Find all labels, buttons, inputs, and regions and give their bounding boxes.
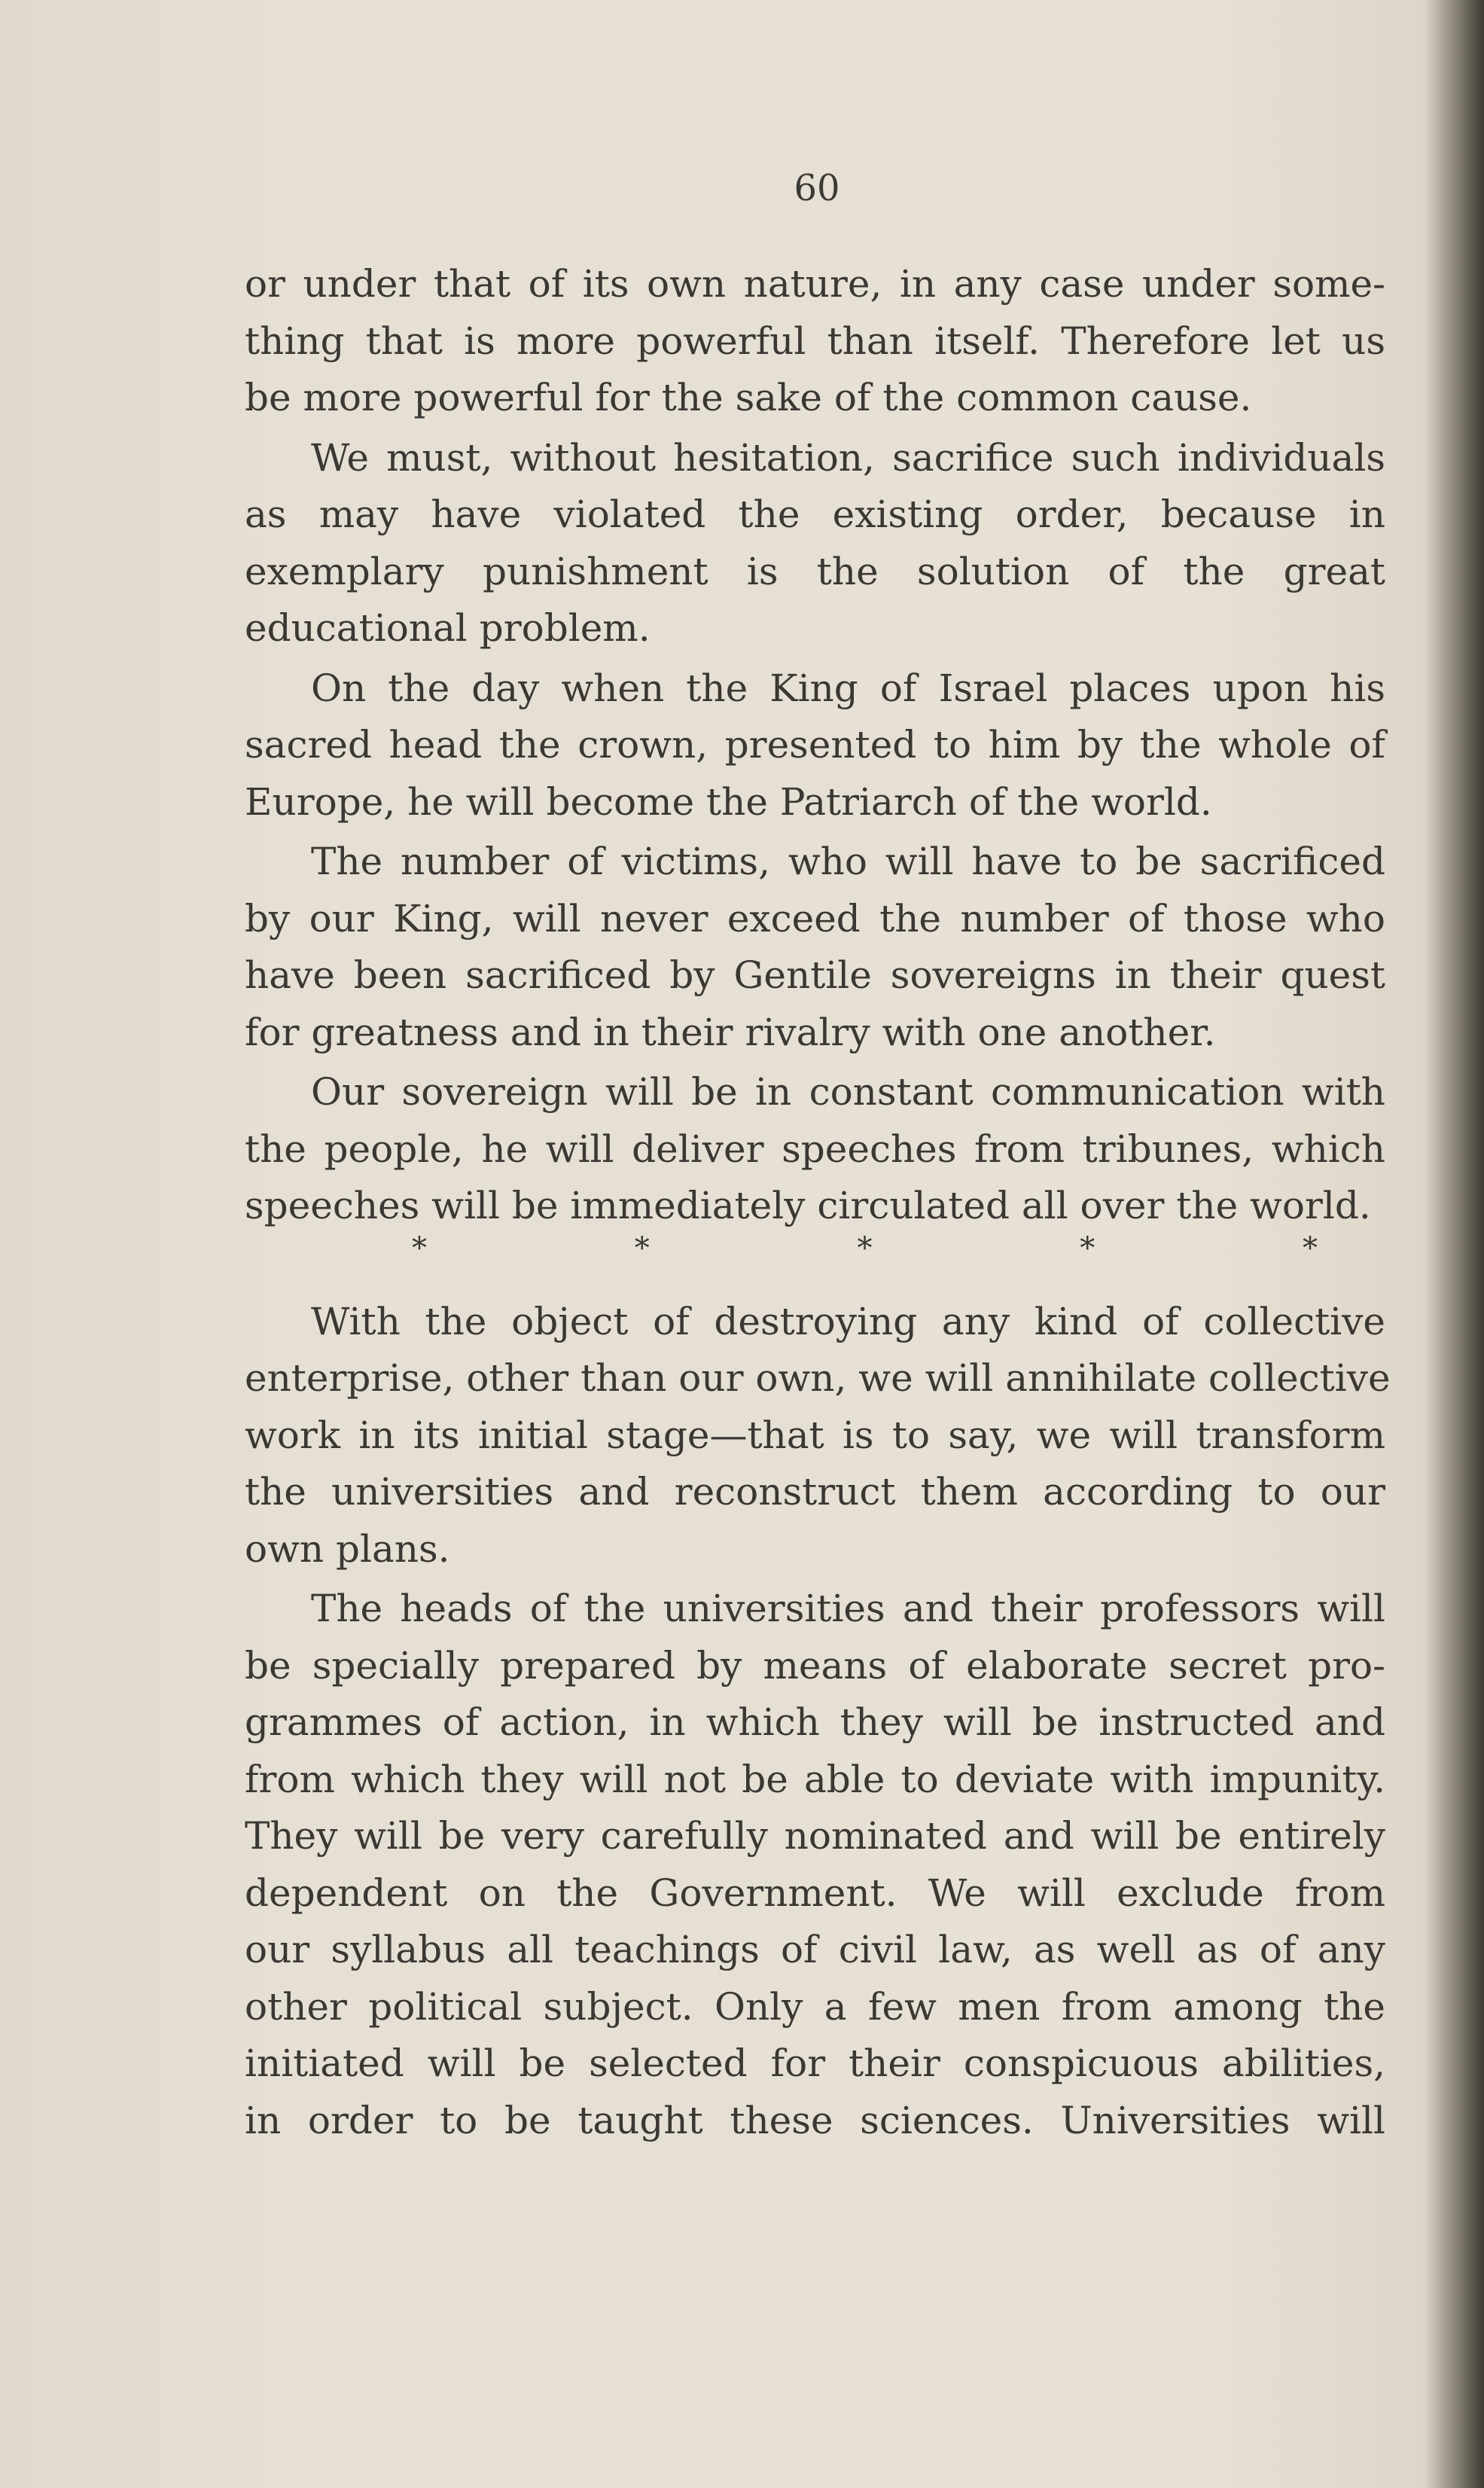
separator-star: * <box>1303 1230 1318 1266</box>
paragraph <box>245 1581 1385 2149</box>
text-line: Europe, he will become the Patriarch of the world. <box>245 779 1212 824</box>
text-line: be more powerful for the sake of the common cause. <box>245 376 1252 419</box>
text-line: With the object of destroying any kind of collective <box>311 1299 1385 1343</box>
text-line: grammes of action, in which they will be instructed and <box>245 1700 1385 1744</box>
text-line: Our sovereign will be in constant communication with <box>311 1070 1385 1114</box>
separator-star: * <box>1080 1230 1095 1266</box>
text-line: our syllabus all teachings of civil law, as well as of any <box>245 1928 1385 1971</box>
text-line: They will be very carefully nominated and will be entirely <box>245 1814 1385 1858</box>
text-line: in order to be taught these sciences. Universities will <box>245 2098 1385 2142</box>
paragraph <box>245 834 1385 1061</box>
paragraph <box>245 660 1385 831</box>
text-line: have been sacrificed by Gentile sovereigns in their quest <box>245 953 1385 997</box>
text-line: as may have violated the existing order, because in <box>245 492 1385 536</box>
text-line: for greatness and in their rivalry with one another. <box>245 1010 1216 1054</box>
text-line: educational problem. <box>245 606 651 650</box>
text-line: exemplary punishment is the solution of the great <box>245 549 1385 593</box>
text-line: initiated will be selected for their conspicuous abilities, <box>245 2041 1385 2085</box>
text-line: sacred head the crown, presented to him by the whole of <box>245 723 1385 767</box>
text-line: The heads of the universities and their professors will <box>311 1587 1385 1630</box>
text-line: enterprise, other than our own, we will annihilate collective <box>245 1356 1391 1400</box>
text-line: thing that is more powerful than itself. Therefore let us <box>245 319 1385 363</box>
text-line: the universities and reconstruct them according to our <box>245 1470 1385 1514</box>
text-line: other political subject. Only a few men from among the <box>245 1984 1385 2029</box>
separator-star: * <box>412 1230 427 1266</box>
paragraph <box>245 1064 1385 1235</box>
page-number: 60 <box>794 167 840 209</box>
text-line: or under that of its own nature, in any case under some- <box>245 262 1385 306</box>
paragraph <box>245 430 1385 657</box>
text-line: be specially prepared by means of elaborate secret pro- <box>245 1643 1385 1688</box>
paragraph <box>245 256 1385 427</box>
section-separator <box>245 1230 1385 1294</box>
text-line: The number of victims, who will have to be sacrificed <box>311 840 1385 883</box>
text-line: own plans. <box>245 1526 450 1571</box>
text-line: dependent on the Government. We will exclude from <box>245 1871 1385 1915</box>
text-line: by our King, will never exceed the number of those who <box>245 896 1385 941</box>
text-line: speeches will be immediately circulated all over the world. <box>245 1184 1371 1227</box>
text-line: the people, he will deliver speeches from tribunes, which <box>245 1127 1385 1171</box>
separator-star: * <box>857 1230 873 1266</box>
text-line: from which they will not be able to deviate with impunity. <box>245 1757 1385 1801</box>
body-text <box>245 256 1391 2149</box>
text-line: work in its initial stage—that is to say, we will transform <box>245 1413 1385 1457</box>
separator-star: * <box>634 1230 650 1266</box>
text-line: We must, without hesitation, sacrifice such individuals <box>311 435 1385 480</box>
text-line: On the day when the King of Israel places upon his <box>311 666 1385 710</box>
paragraph <box>245 1294 1391 1578</box>
